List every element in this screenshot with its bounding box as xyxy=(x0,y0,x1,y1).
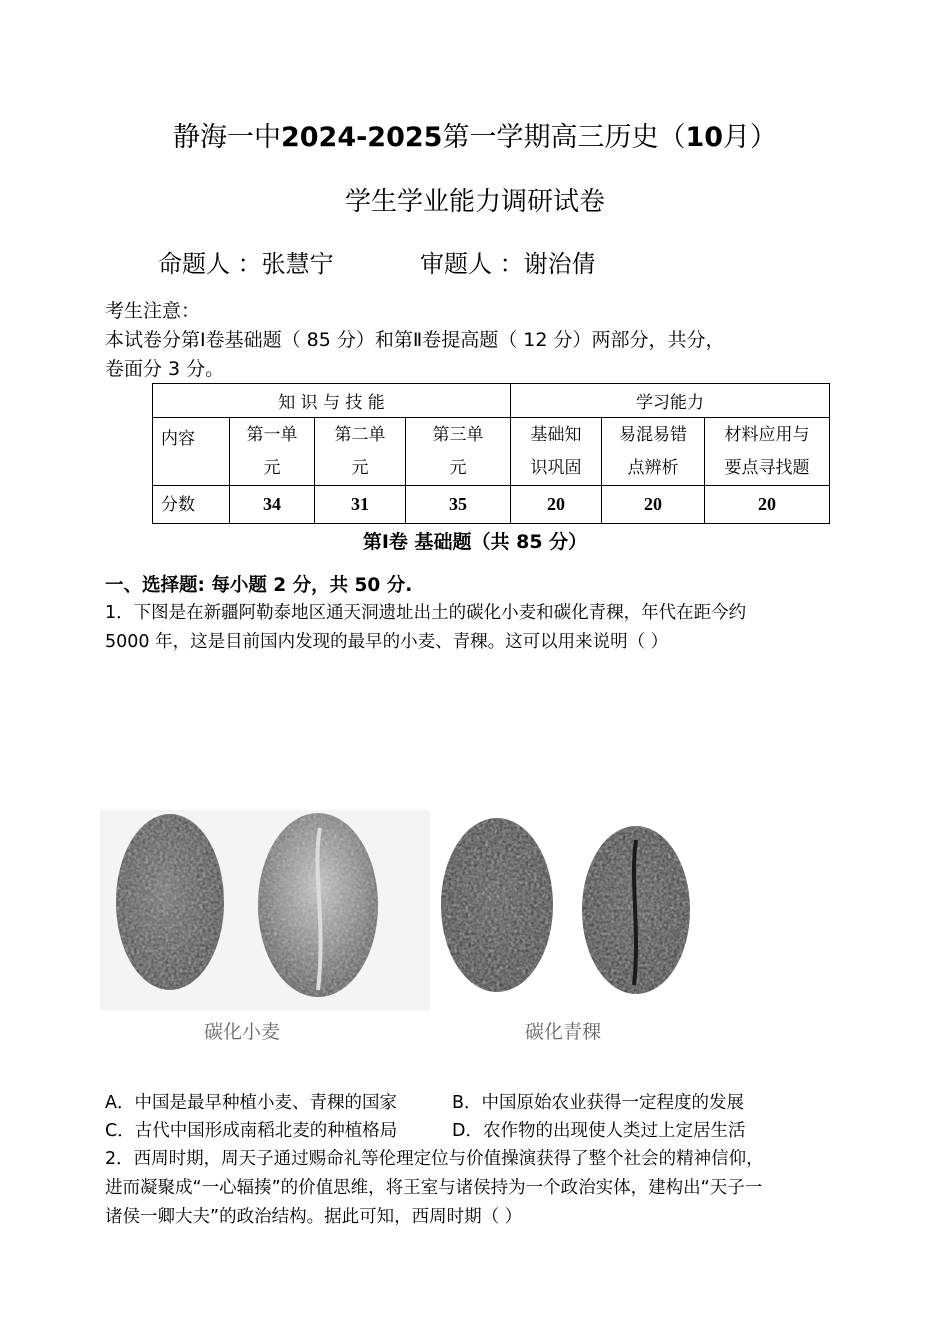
page-subtitle: 学生学业能力调研试卷 xyxy=(344,187,605,217)
option-d: D．农作物的出现使人类过上定居生活 xyxy=(452,1121,746,1141)
score-table xyxy=(152,383,830,524)
title-term: 第一学期高三历史（ xyxy=(442,122,686,153)
option-c: C．古代中国形成南稻北麦的种植格局 xyxy=(105,1121,398,1141)
reviewer: 审题人 ：谢治倩 xyxy=(420,250,596,278)
part-heading: 一、选择题: 每小题 2 分，共 50 分. xyxy=(105,575,413,596)
column-header: 基础知 识巩固 xyxy=(511,418,602,486)
option-b: B．中国原始农业获得一定程度的发展 xyxy=(452,1093,745,1113)
section-title: 第Ⅰ卷 基础题（共 85 分） xyxy=(362,531,588,553)
column-header: 材料应用与 要点寻找题 xyxy=(705,418,830,486)
group-learning-ability: 学习能力 xyxy=(511,384,830,418)
row-label-content: 内容 xyxy=(153,418,230,486)
question-2-line-2: 进而凝聚成“一心辐揍”的价值思维，将王室与诸侯持为一个政治实体，建构出“天子一 xyxy=(105,1178,763,1198)
score-cell: 31 xyxy=(315,486,406,524)
score-cell: 20 xyxy=(602,486,705,524)
title-school: 静海一中 xyxy=(172,122,281,153)
caption-wheat: 碳化小麦 xyxy=(203,1021,281,1043)
column-header: 易混易错 点辨析 xyxy=(602,418,705,486)
score-cell: 20 xyxy=(705,486,830,524)
caption-barley: 碳化青稞 xyxy=(524,1021,602,1043)
title-year: 2024-2025 xyxy=(280,122,443,153)
column-header: 第三单 元 xyxy=(406,418,511,486)
score-cell: 35 xyxy=(406,486,511,524)
notice-line-2: 卷面分 3 分。 xyxy=(105,358,225,380)
score-cell: 20 xyxy=(511,486,602,524)
barley-crease xyxy=(634,840,636,985)
carbonized-grain-figure xyxy=(100,810,720,1060)
option-a: A．中国是最早种植小麦、青稞的国家 xyxy=(105,1093,397,1113)
carbonized-wheat-grain-1 xyxy=(116,814,224,990)
question-2-line-1: 2．西周时期，周天子通过赐命礼等伦理定位与价值操演获得了整个社会的精神信仰， xyxy=(105,1149,764,1169)
row-label-score: 分数 xyxy=(153,486,230,524)
question-2-line-3: 诸侯一卿大夫”的政治结构。据此可知，西周时期（ ） xyxy=(105,1207,523,1227)
score-cell: 34 xyxy=(230,486,315,524)
question-1-line-1: 1．下图是在新疆阿勒泰地区通天洞遗址出土的碳化小麦和碳化青稞，年代在距今约 xyxy=(105,603,747,623)
title-month-suffix: 月） xyxy=(723,122,778,153)
title-month: 10 xyxy=(685,122,724,153)
question-1-line-2: 5000 年，这是目前国内发现的最早的小麦、青稞。这可以用来说明（ ） xyxy=(105,632,669,652)
notice-line-1: 本试卷分第Ⅰ卷基础题（ 85 分）和第Ⅱ卷提高题（ 12 分）两部分，共分， xyxy=(105,329,725,351)
question-setter: 命题人 ：张慧宁 xyxy=(158,250,334,278)
group-knowledge-skills: 知 识 与 技 能 xyxy=(153,384,511,418)
page-title xyxy=(0,118,950,158)
column-header: 第一单 元 xyxy=(230,418,315,486)
column-header: 第二单 元 xyxy=(315,418,406,486)
notice-label: 考生注意： xyxy=(105,300,201,322)
carbonized-barley-grain-1 xyxy=(441,818,553,992)
